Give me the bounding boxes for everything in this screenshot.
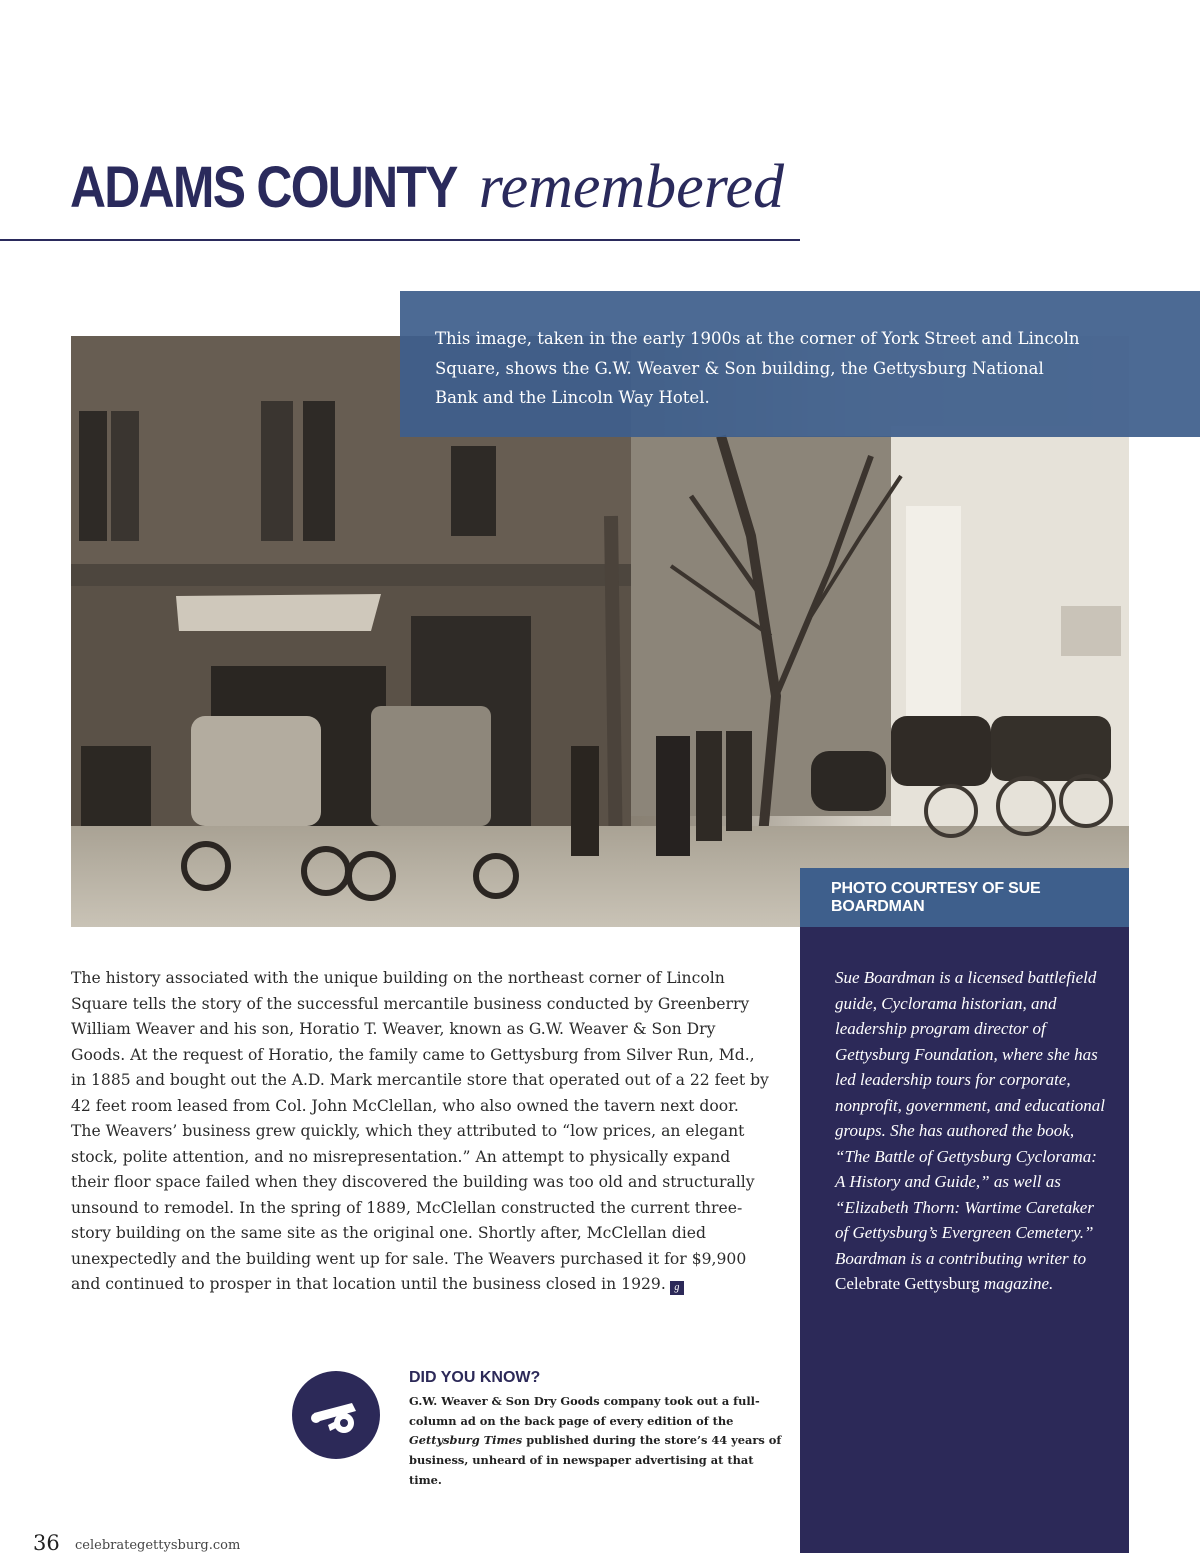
dyk-publication-name: Gettysburg Times (409, 1433, 523, 1448)
did-you-know-heading: DID YOU KNOW? (409, 1369, 541, 1386)
photo-caption-box (400, 291, 1200, 437)
cannon-icon (292, 1371, 380, 1459)
article-body (71, 966, 771, 1298)
website-url: celebrategettysburg.com (75, 1538, 241, 1553)
bio-text-part2: magazine. (979, 1274, 1054, 1293)
page-title (70, 152, 784, 223)
bio-text-part1: Sue Boardman is a licensed battlefield guide, Cyclorama historian, and leadership program director of Gettysburg Foundation, where she has led leadership tours for corporate, nonprofit, government, and educational groups. She has authored the book, “The Battle of Gettysburg Cyclorama: A History and Guide,” as well as “Elizabeth Thorn: Wartime Caretaker of Gettysburg’s Evergreen Cemetery.” Boardman is a contributing writer to (835, 968, 1105, 1268)
page-number: 36 (33, 1531, 60, 1553)
photo-caption: This image, taken in the early 1900s at the corner of York Street and Lincoln Square, shows the G.W. Weaver & Son building, the Gettysburg National Bank and the Lincoln Way Hotel. (435, 329, 1080, 407)
article-text: The history associated with the unique building on the northeast corner of Lincoln Square tells the story of the successful mercantile business conducted by Greenberry William Weaver and his son, Horatio T. Weaver, known as G.W. Weaver & Son Dry Goods. At the request of Horatio, the family came to Gettysburg from Silver Run, Md., in 1885 and bought out the A.D. Mark mercantile store that operated out of a 22 feet by 42 feet room leased from Col. John McClellan, who also owned the tavern next door. The Weavers’ business grew quickly, which they attributed to “low prices, an elegant stock, polite attention, and no misrepresentation.” An attempt to physically expand their floor space failed when they discovered the building was too old and structurally unsound to remodel. In the spring of 1889, McClellan constructed the current three-story building on the same site as the original one. Shortly after, McClellan died unexpectedly and the building went up for sale. The Weavers purchased it for $9,900 and continued to prosper in that location until the business closed in 1929. (71, 969, 769, 1293)
did-you-know-text (409, 1392, 784, 1491)
title-italic-part: remembered (478, 153, 785, 221)
photo-credit-box (800, 868, 1129, 927)
bio-publication-name: Celebrate Gettysburg (835, 1274, 980, 1293)
dyk-text-part1: G.W. Weaver & Son Dry Goods company took out a full-column ad on the back page of every edition of the (409, 1394, 760, 1428)
author-bio-sidebar (800, 927, 1129, 1553)
title-bold-part: ADAMS COUNTY (70, 155, 457, 220)
end-of-article-icon: g (670, 1281, 684, 1295)
dyk-text-part2: published during the store’s 44 years of business, unheard of in newspaper advertising at that time. (409, 1433, 782, 1487)
author-bio (835, 965, 1109, 1297)
cannon-icon-graphic (292, 1371, 380, 1459)
title-underline (0, 239, 800, 241)
photo-credit: PHOTO COURTESY OF SUE BOARDMAN (831, 879, 1041, 915)
